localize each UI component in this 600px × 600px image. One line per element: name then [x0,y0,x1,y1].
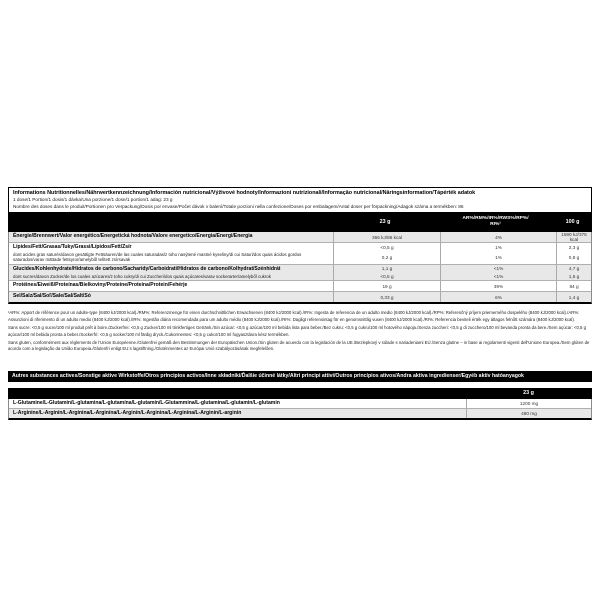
value-reference-intake: 1% [440,251,556,264]
nutrition-row-carbohydrate [9,264,591,273]
footnote-reference-intake: ¹AR%: Apport de référence pour un adulte-type (8400 kJ/2000 kcal)./RM%: Referenzmenge für einen durchschnittlichen Erwachsenen (8400 kJ/2000 kcal)./IR%: Ingesta de referencia de un adulto medio (8400 kJ/2000 kcal)./RP%: Referenčný príjem priemerného dospelého (8400 kJ/2000 kcal)./AR%: Assunzioni di riferimento di un adulto medio (8400 kJ/2000 kcal)./IR%: Ingestão diária recomendada para um adulto médio (8400 kJ/2000 kcal)./RI%: Dagligt referensintag för en genomsnittlig vuxen (8400 kJ/2000 kcal)./RI%: Referencia beviteli érték egy átlagos felnőtt számára (8400 kJ/2000 kcal). [8,310,580,322]
column-header-per-100g: 100 g [565,219,580,225]
footnotes [8,310,592,353]
nutrition-table-body [8,232,592,304]
column-header-reference-intake [438,212,553,232]
value-per-100g: 1590 kJ/375 kcal [556,232,591,242]
nutrition-label [8,187,592,420]
row-label: L-Arginine/L-Arginin/L-Arginina/L-Arginína/L-Arginín/L-Arginina/L-Arginina/L-Arginin/L-arginin [13,410,242,417]
value-per-100g: 2,3 g [556,243,591,251]
value-per-100g: 1,4 g [556,292,591,302]
value-reference-intake: <1% [440,265,556,273]
value-reference-intake: 4% [440,232,556,242]
value-per-serving: 0,33 g [333,292,440,302]
value-reference-intake: 1% [440,243,556,251]
value-reference-intake: <1% [440,273,556,280]
row-label: dont sucres/davon Zucker/de los cuales azúcares/z toho cukry/di cui Zuccheri/dos quais açúcares/varav sockerarter/amelyből cukrok [13,273,271,279]
row-label: L-Glutamine/L-Glutamin/L-glutamina/L-glutamína/L-glutamín/L-Glutammina/L-glutamina/L-glutamin/L-glutamin [13,400,280,407]
nutrition-row-protein [9,280,591,291]
row-label: Protéines/Eiweiß/Proteínas/Bielkoviny/Proteine/Proteína/Protein/Fehérje [13,282,188,289]
value-per-serving: 19 g [333,281,440,291]
value-per-serving: 0,2 g [333,251,440,264]
column-header-per-serving: 23 g [379,219,391,225]
row-label: Sel/Salz/Sal/Soľ/Sale/Sal/Salt/Só [13,293,91,300]
nutrition-row-salt [9,291,591,302]
row-label: Lipides/Fett/Grasas/Tuky/Grassi/Lípidos/Fett/Zsír [13,244,132,250]
value-reference-intake: 39% [440,281,556,291]
row-label: Énergie/Brennwert/Valor energético/Energetická hodnota/Valore energetico/Energia/Energi/Energia [13,233,253,239]
value-per-100g: 84 g [556,281,591,291]
value-per-serving: 366 kJ/86 kcal [333,232,440,242]
info-box [8,187,592,212]
value-per-100g: 4,7 g [556,265,591,273]
footnote-sugar-free: Sans sucre: <0,5 g sucre/100 ml produit prêt à boire./Zuckerfrei: <0,5 g Zucker/100 ml trinkfertiges Getränk./Sin azúcar: <0,5 g azúcar/100 ml bebida lista para beber./Bez cukru: <0,5 g cukru/100 ml hotového nápoja./Senza zuccheri: <0,5 g di zucchero/100 ml bevanda pronta da bere./Sem açúcar: <0,5 g açúcar/100 ml bebida pronta a beber./Sockerfri: <0,5 g socker/100 ml färdig dryck./Cukormentes: <0,5 g cukor/100 ml fogyasztásra kész termékben. [8,324,587,337]
footnote-gluten-free: Sans gluten, conformément aux règlements de l'Union Européenne./Glutenfrei gemäß den Bestimmungen der Europäischen Union./Sin gluten de acuerdo con la legislación de la UE./Bezlepkový v súlade s nariadeniami EÚ./Senza glutine – in base ai regolamenti vigenti dell'Unione Europea./Sem glúten de acordo com a legislação da União Europeia./Glutenfri enligt EU:s lagstiftning./Gluténmentes az Európai Unió szabályozásának megfelelően. [8,339,590,352]
value-per-serving: 1200 mg [466,399,591,408]
value-per-serving: <0,5 g [333,273,440,280]
value-per-serving: <0,5 g [333,243,440,251]
actives-row-arginine [9,408,591,418]
serving-size-line: 1 dose/1 Portion/1 dosis/1 dávka/Una porzione/1 dose/1 portion/1 adag: 23 g [13,197,173,202]
nutrition-row-sugars [9,273,591,280]
nutrition-row-energy [9,232,591,242]
value-per-serving: 480 mg [466,409,591,418]
value-per-100g: 0,8 g [556,251,591,264]
value-per-serving: 1,1 g [333,265,440,273]
actives-table [8,371,592,420]
reference-intake-abbreviation-last: RI%¹ [490,222,501,227]
reference-intake-abbreviations: AR%/RM%/IR%/RWS%/RP%/ [462,216,529,221]
nutrition-header-row [8,212,592,232]
actives-title-bar: Autres substances actives/Sonstige aktive Wirkstoffe/Otros principios activos/Inne składniki/Ďalšie účinné látky/Altri principi attivi/Outros princípios ativos/Andra aktiva ingredienser/Egyéb aktív hatóanyagok [8,371,592,382]
row-label: Glucides/Kohlenhydrate/Hidratos de carbono/Sacharidy/Carboidrati/Hidratos de carbono/Kolhydrat/Szénhidrát [13,265,281,272]
info-title: Informations Nutritionnelles/Nährwertkennzeichnung/Información nutricional/Výživové hodnoty/Informazioni nutrizionali/Informação nutricional/Näringsinformation/Tápérték adatok [13,190,476,196]
nutrition-row-saturates [9,251,591,264]
servings-per-pack-line: Nombre des doses dans le produit/Portionen pro Verpackung/Dosis por envase/Počet dávok v balení/Totale porzioni nella confezione/Doses por embalagem/Antal doser per förpackning/Adagok száma a termékben: 86 [13,203,464,209]
actives-row-glutamine [9,399,591,408]
actives-column-header-per-serving: 23 g [523,390,534,397]
value-reference-intake: 6% [440,292,556,302]
actives-table-body [8,399,592,420]
row-label: dont acides gras saturés/davon gesättigte Fettsäuren/de las cuales saturadas/z toho nasýtené mastné kyseliny/di cui Saturi/dos quais ácidos gordos saturados/varav mättade fettsyror/amelyből telített zsírsavak [13,252,302,263]
actives-header-row [8,388,592,399]
value-per-100g: 1,5 g [556,273,591,280]
nutrition-row-fat [9,242,591,251]
